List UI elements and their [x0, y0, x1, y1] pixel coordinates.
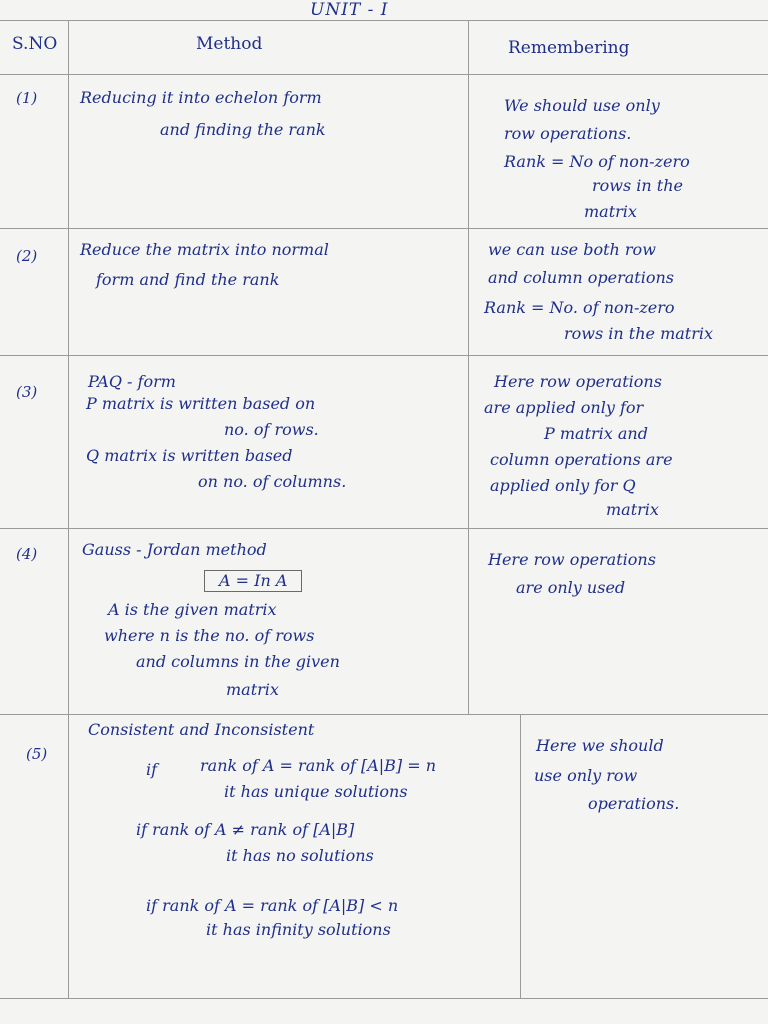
- row-2-remembering-line-4: rows in the matrix: [564, 324, 713, 343]
- row-5-method-line-6: if rank of A = rank of [A|B] < n: [146, 896, 399, 915]
- table-top-rule: [0, 20, 768, 21]
- row-4-method-line-3: A is the given matrix: [108, 600, 277, 619]
- row-4-bottom-rule: [0, 714, 768, 715]
- page-title: UNIT - I: [310, 0, 389, 20]
- row-3-remembering-line-2: are applied only for: [484, 398, 644, 417]
- row-3-remembering-line-5: applied only for Q: [490, 476, 636, 495]
- row-3-bottom-rule: [0, 528, 768, 529]
- row-2-remembering-line-1: we can use both row: [488, 240, 656, 259]
- row-5-method-line-5: it has no solutions: [226, 846, 374, 865]
- method-column-divider-lower: [520, 714, 521, 998]
- row-5-method-line-7: it has infinity solutions: [206, 920, 391, 939]
- row-3-method-line-4: Q matrix is written based: [86, 446, 293, 465]
- row-3-method-line-5: on no. of columns.: [198, 472, 347, 491]
- row-4-method-line-6: matrix: [226, 680, 279, 699]
- row-5-sno: (5): [26, 745, 48, 763]
- row-2-remembering-line-3: Rank = No. of non-zero: [484, 298, 675, 317]
- row-4-method-line-1: Gauss - Jordan method: [82, 540, 267, 559]
- row-4-sno: (4): [16, 545, 38, 563]
- row-2-bottom-rule: [0, 355, 768, 356]
- row-2-method-line-2: form and find the rank: [96, 270, 280, 289]
- row-4-formula-box: A = In A: [204, 570, 302, 592]
- row-4-method-line-5: and columns in the given: [136, 652, 340, 671]
- row-3-method-line-1: PAQ - form: [88, 372, 176, 391]
- row-5-method-line-3: it has unique solutions: [224, 782, 408, 801]
- row-1-bottom-rule: [0, 228, 768, 229]
- row-2-sno: (2): [16, 247, 38, 265]
- row-1-remembering-line-1: We should use only: [504, 96, 660, 115]
- row-5-remembering-line-1: Here we should: [536, 736, 664, 755]
- row-5-if-1: if: [146, 760, 158, 779]
- row-5-method-line-2: rank of A = rank of [A|B] = n: [200, 756, 437, 775]
- row-5-remembering-line-3: operations.: [588, 794, 680, 813]
- row-1-sno: (1): [16, 89, 38, 107]
- row-1-remembering-line-5: matrix: [584, 202, 637, 221]
- row-4-remembering-line-1: Here row operations: [488, 550, 656, 569]
- row-1-remembering-line-3: Rank = No of non-zero: [504, 152, 690, 171]
- row-2-remembering-line-2: and column operations: [488, 268, 674, 287]
- row-4-remembering-line-2: are only used: [516, 578, 626, 597]
- header-sno: S.NO: [12, 34, 58, 54]
- header-remembering: Remembering: [508, 38, 630, 58]
- row-1-remembering-line-4: rows in the: [592, 176, 683, 195]
- header-bottom-rule: [0, 74, 768, 75]
- row-2-method-line-1: Reduce the matrix into normal: [80, 240, 329, 259]
- row-3-sno: (3): [16, 383, 38, 401]
- header-method: Method: [196, 34, 263, 54]
- row-3-method-line-2: P matrix is written based on: [86, 394, 316, 413]
- row-1-method-line-2: and finding the rank: [160, 120, 326, 139]
- row-3-remembering-line-1: Here row operations: [494, 372, 662, 391]
- table-bottom-rule: [0, 998, 768, 999]
- row-5-method-line-4: if rank of A ≠ rank of [A|B]: [136, 820, 355, 839]
- sno-column-divider: [68, 20, 69, 998]
- row-5-remembering-line-2: use only row: [534, 766, 638, 785]
- row-3-remembering-line-6: matrix: [606, 500, 659, 519]
- row-3-remembering-line-4: column operations are: [490, 450, 673, 469]
- row-4-method-line-4: where n is the no. of rows: [104, 626, 315, 645]
- row-1-remembering-line-2: row operations.: [504, 124, 632, 143]
- row-5-method-line-1: Consistent and Inconsistent: [88, 720, 315, 739]
- method-column-divider: [468, 20, 469, 714]
- row-3-method-line-3: no. of rows.: [224, 420, 319, 439]
- row-1-method-line-1: Reducing it into echelon form: [80, 88, 322, 107]
- row-3-remembering-line-3: P matrix and: [544, 424, 648, 443]
